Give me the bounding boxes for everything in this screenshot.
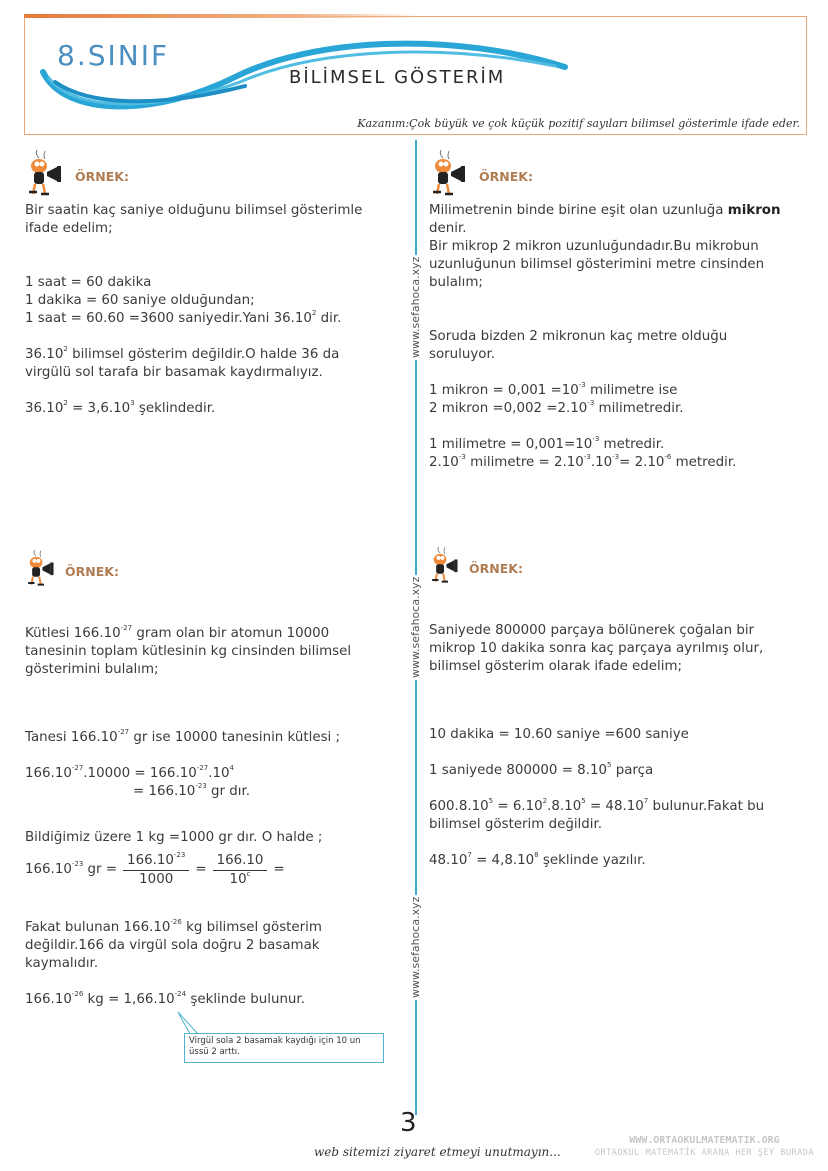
solution-line: soruluyor.: [429, 347, 496, 362]
ant-megaphone-icon: [429, 540, 467, 590]
solution-line: Soruda bizden 2 mikronun kaç metre olduğu: [429, 329, 728, 344]
solution-line: $166.10^{-27}.10000 = 166.10^{-27}.10^4$: [25, 764, 234, 781]
question-line: Bir saatin kaç saniye olduğunu bilimsel gösterimle: [25, 203, 363, 218]
solution-line: 36.10$^2$ bilimsel gösterim değildir.O halde 36 da: [25, 345, 340, 362]
example-label: ÖRNEK:: [479, 169, 533, 184]
example-3: [25, 543, 410, 1009]
example-label: ÖRNEK:: [469, 561, 523, 576]
question-line: denir.: [429, 221, 467, 236]
question-line: tanesinin toplam kütlesinin kg cinsinden bilimsel: [25, 644, 352, 659]
solution-line: 1 mikron = $0,001 =10^{-3}$ milimetre ise: [429, 381, 678, 398]
question-line: Milimetrenin binde birine eşit olan uzunluğa mikron: [429, 203, 781, 218]
solution-line: $166.10^{-26}$ kg = $1,66.10^{-24}$ şeklinde bulunur.: [25, 990, 305, 1007]
solution-line: virgülü sol tarafa bir basamak kaydırmalıyız.: [25, 365, 323, 380]
topic-title: BİLİMSEL GÖSTERİM: [289, 67, 506, 88]
solution-line: $2.10^{-3}$ milimetre = $2.10^{-3}.10^{-3}= 2.10^{-6}$ metredir.: [429, 453, 737, 470]
example-label: ÖRNEK:: [65, 564, 119, 579]
header-accent-bar: [24, 14, 424, 18]
solution-line: bilimsel gösterim değildir.: [429, 817, 603, 832]
question-line: Bir mikrop 2 mikron uzunluğundadır.Bu mikrobun: [429, 239, 759, 254]
callout-note: Virgül sola 2 basamak kaydığı için 10 un üssü 2 arttı.: [184, 1033, 384, 1063]
example-2: [429, 148, 814, 472]
solution-line: 1 dakika = 60 saniye olduğundan;: [25, 293, 255, 308]
question-line: ifade edelim;: [25, 221, 113, 236]
footer-site-logo: [595, 1135, 814, 1159]
solution-line: 2 mikron $=0,002 =2.10^{-3}$ milimetredir.: [429, 399, 684, 416]
solution-line: $600.8.10^5 = 6.10^2.8.10^5 = 48.10^7$ bulunur.Fakat bu: [429, 797, 765, 814]
fraction-1: $\frac{166.10^{-23}}{1000}$: [123, 852, 189, 889]
solution-line: Fakat bulunan $166.10^{-26}$ kg bilimsel gösterim: [25, 918, 322, 935]
question-line: uzunluğunun bilimsel gösterimini metre cinsinden: [429, 257, 765, 272]
watermark-1: www.sefahoca.xyz: [409, 256, 422, 358]
example-header: [429, 540, 814, 590]
question-line: gösterimini bulalım;: [25, 662, 159, 677]
page-header: [24, 16, 807, 135]
solution-line: Bildiğimiz üzere 1 kg =1000 gr dır. O halde ;: [25, 830, 323, 845]
ant-megaphone-icon: [25, 543, 63, 593]
solution-line: Tanesi $166.10^{-27}$ gr ise 10000 tanesinin kütlesi ;: [25, 728, 341, 745]
watermark-2: www.sefahoca.xyz: [409, 576, 422, 678]
solution-line: 10 dakika = 10.60 saniye =600 saniye: [429, 727, 689, 742]
solution-line: $48.10^7 = 4,8.10^8$ şeklinde yazılır.: [429, 851, 646, 868]
solution-line: = $166.10^{-23}$ gr dır.: [133, 782, 251, 799]
learning-objective: Kazanım:Çok büyük ve çok küçük pozitif sayıları bilimsel gösterimle ifade eder.: [357, 117, 800, 130]
fraction-equation: $166.10^{-23}$ gr = $\frac{166.10^{-23}}{1000}$ = $\frac{166.10}{10^c}$ =: [25, 850, 285, 887]
question-line: bulalım;: [429, 275, 483, 290]
watermark-3: www.sefahoca.xyz: [409, 896, 422, 998]
solution-line: $36.10^2 = 3,6.10^3$ şeklindedir.: [25, 399, 216, 416]
bold-term: mikron: [727, 203, 781, 218]
fraction-2: $\frac{166.10}{10^c}$: [213, 852, 268, 889]
solution-line: 1 saat = 60 dakika: [25, 275, 152, 290]
ant-megaphone-icon: [25, 148, 73, 198]
example-1: [25, 148, 410, 418]
solution-line: kaymalıdır.: [25, 956, 99, 971]
footer-site-slogan: ORTAOKUL MATEMATİK ARANA HER ŞEY BURADA: [594, 1148, 814, 1158]
question-line: Kütlesi $166.10^{-27}$ gram olan bir atomun 10000: [25, 624, 330, 641]
solution-line: 1 saniyede $800000 = 8.10^5$ parça: [429, 761, 654, 778]
example-header: [429, 148, 814, 198]
page-number: 3: [400, 1108, 417, 1138]
example-4: [429, 540, 814, 870]
solution-line: değildir.166 da virgül sola doğru 2 basamak: [25, 938, 320, 953]
example-header: [25, 543, 410, 593]
ant-megaphone-icon: [429, 148, 477, 198]
question-line: Saniyede 800000 parçaya bölünerek çoğalan bir: [429, 623, 755, 638]
solution-line: 1 milimetre = $0,001=10^{-3}$ metredir.: [429, 435, 665, 452]
example-header: [25, 148, 410, 198]
question-line: mikrop 10 dakika sonra kaç parçaya ayrılmış olur,: [429, 641, 764, 656]
solution-line: 1 saat = 60.60 =3600 saniyedir.Yani 36.10$^2$ dir.: [25, 309, 342, 326]
footer-site-url: WWW.ORTAOKULMATEMATIK.ORG: [629, 1135, 780, 1146]
footer-note: web sitemizi ziyaret etmeyi unutmayın...: [314, 1145, 561, 1159]
example-label: ÖRNEK:: [75, 169, 129, 184]
grade-title: 8.SINIF: [57, 39, 170, 72]
question-line: bilimsel gösterim olarak ifade edelim;: [429, 659, 683, 674]
